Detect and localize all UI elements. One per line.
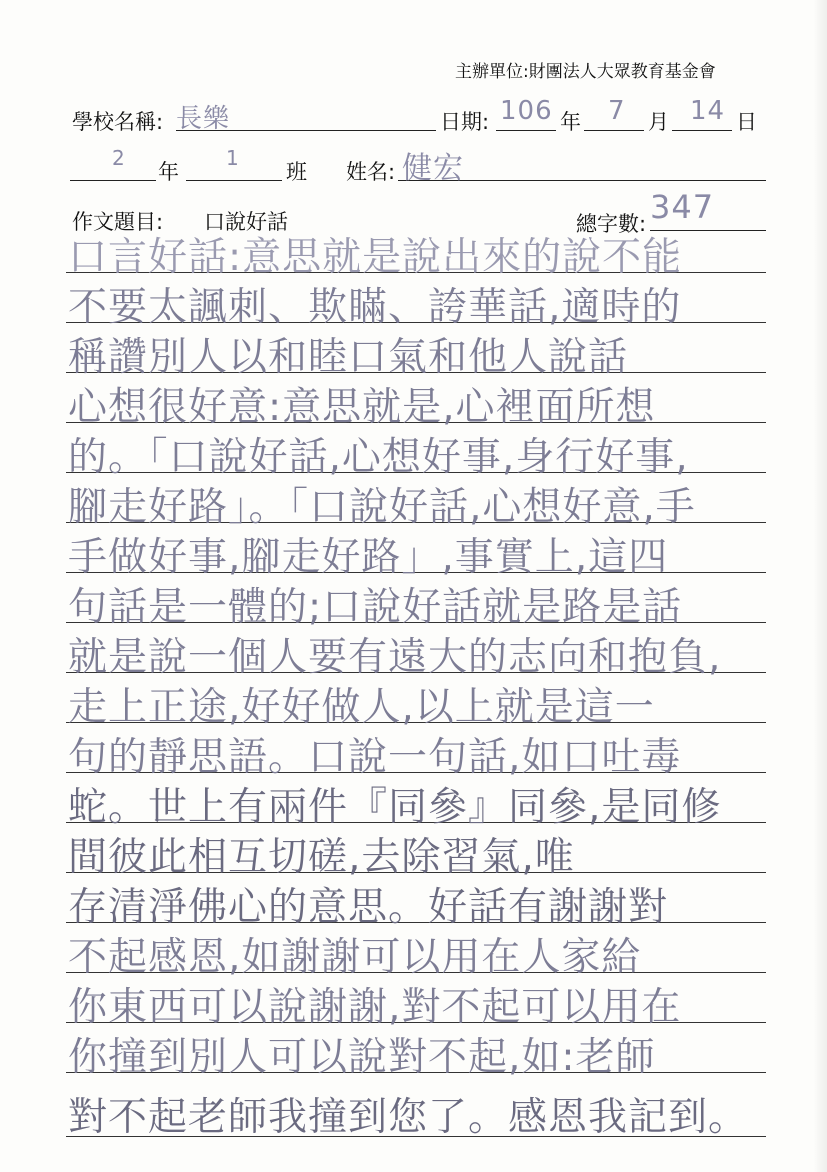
grade-unit: 年 <box>158 160 179 184</box>
essay-line-text: 不起感恩,如謝謝可以用在人家給 <box>68 935 642 980</box>
essay-line-text: 蛇。世上有兩件『同參』同參,是同修 <box>68 785 722 830</box>
month-underline <box>584 130 644 131</box>
essay-line-text: 的。「口說好話,心想好事,身行好事, <box>68 435 689 480</box>
class-value: 1 <box>226 146 240 170</box>
class-unit: 班 <box>286 160 307 184</box>
date-day-value: 14 <box>690 96 726 126</box>
essay-line-text: 句話是一體的;口說好話就是路是話 <box>68 585 683 630</box>
grade-value: 2 <box>112 146 126 170</box>
essay-line-text: 你撞到別人可以說對不起,如:老師 <box>68 1035 656 1080</box>
day-underline <box>672 130 732 131</box>
date-label: 日期: <box>440 110 490 134</box>
month-unit: 月 <box>648 110 669 134</box>
essay-line-text: 你東西可以說謝謝,對不起可以用在 <box>68 985 682 1030</box>
name-label: 姓名: <box>346 160 396 184</box>
school-value: 長樂 <box>176 104 231 134</box>
essay-line-text: 手做好事,腳走好路」,事實上,這四 <box>68 535 669 580</box>
date-month-value: 7 <box>608 96 626 126</box>
essay-line-text: 句的靜思語。口說一句話,如口吐毒 <box>68 735 682 780</box>
scan-edge-shadow <box>813 0 827 1172</box>
school-label: 學校名稱: <box>72 110 164 134</box>
essay-line-text: 走上正途,好好做人,以上就是這一 <box>68 685 655 730</box>
grade-underline <box>70 180 156 181</box>
essay-line-text: 存清淨佛心的意思。好話有謝謝對 <box>68 885 669 930</box>
date-year-value: 106 <box>500 96 553 126</box>
year-underline <box>496 130 556 131</box>
essay-line-text: 口言好話:意思就是說出來的說不能 <box>68 235 683 280</box>
essay-line-text: 稱讚別人以和睦口氣和他人說話 <box>68 335 629 380</box>
topic-value: 口說好話 <box>204 210 288 234</box>
organizer-text: 主辦單位:財團法人大眾教育基金會 <box>455 62 716 82</box>
class-underline <box>186 180 282 181</box>
essay-line-text: 心想很好意:意思就是,心裡面所想 <box>68 385 656 430</box>
name-value: 健宏 <box>402 151 464 186</box>
essay-line-text: 不要太諷刺、欺瞞、誇華話,適時的 <box>68 285 682 330</box>
wordcount-value: 347 <box>650 188 715 226</box>
essay-line-text: 對不起老師我撞到您了。感恩我記到。 <box>68 1095 749 1140</box>
topic-label: 作文題目: <box>72 210 164 234</box>
day-unit: 日 <box>736 110 757 134</box>
wordcount-label: 總字數: <box>576 212 647 236</box>
year-unit: 年 <box>560 110 581 134</box>
essay-line-text: 間彼此相互切磋,去除習氣,唯 <box>68 835 575 880</box>
essay-line-text: 腳走好路」。「口說好話,心想好意,手 <box>68 485 696 530</box>
essay-line-text: 就是說一個人要有遠大的志向和抱負, <box>68 635 722 680</box>
